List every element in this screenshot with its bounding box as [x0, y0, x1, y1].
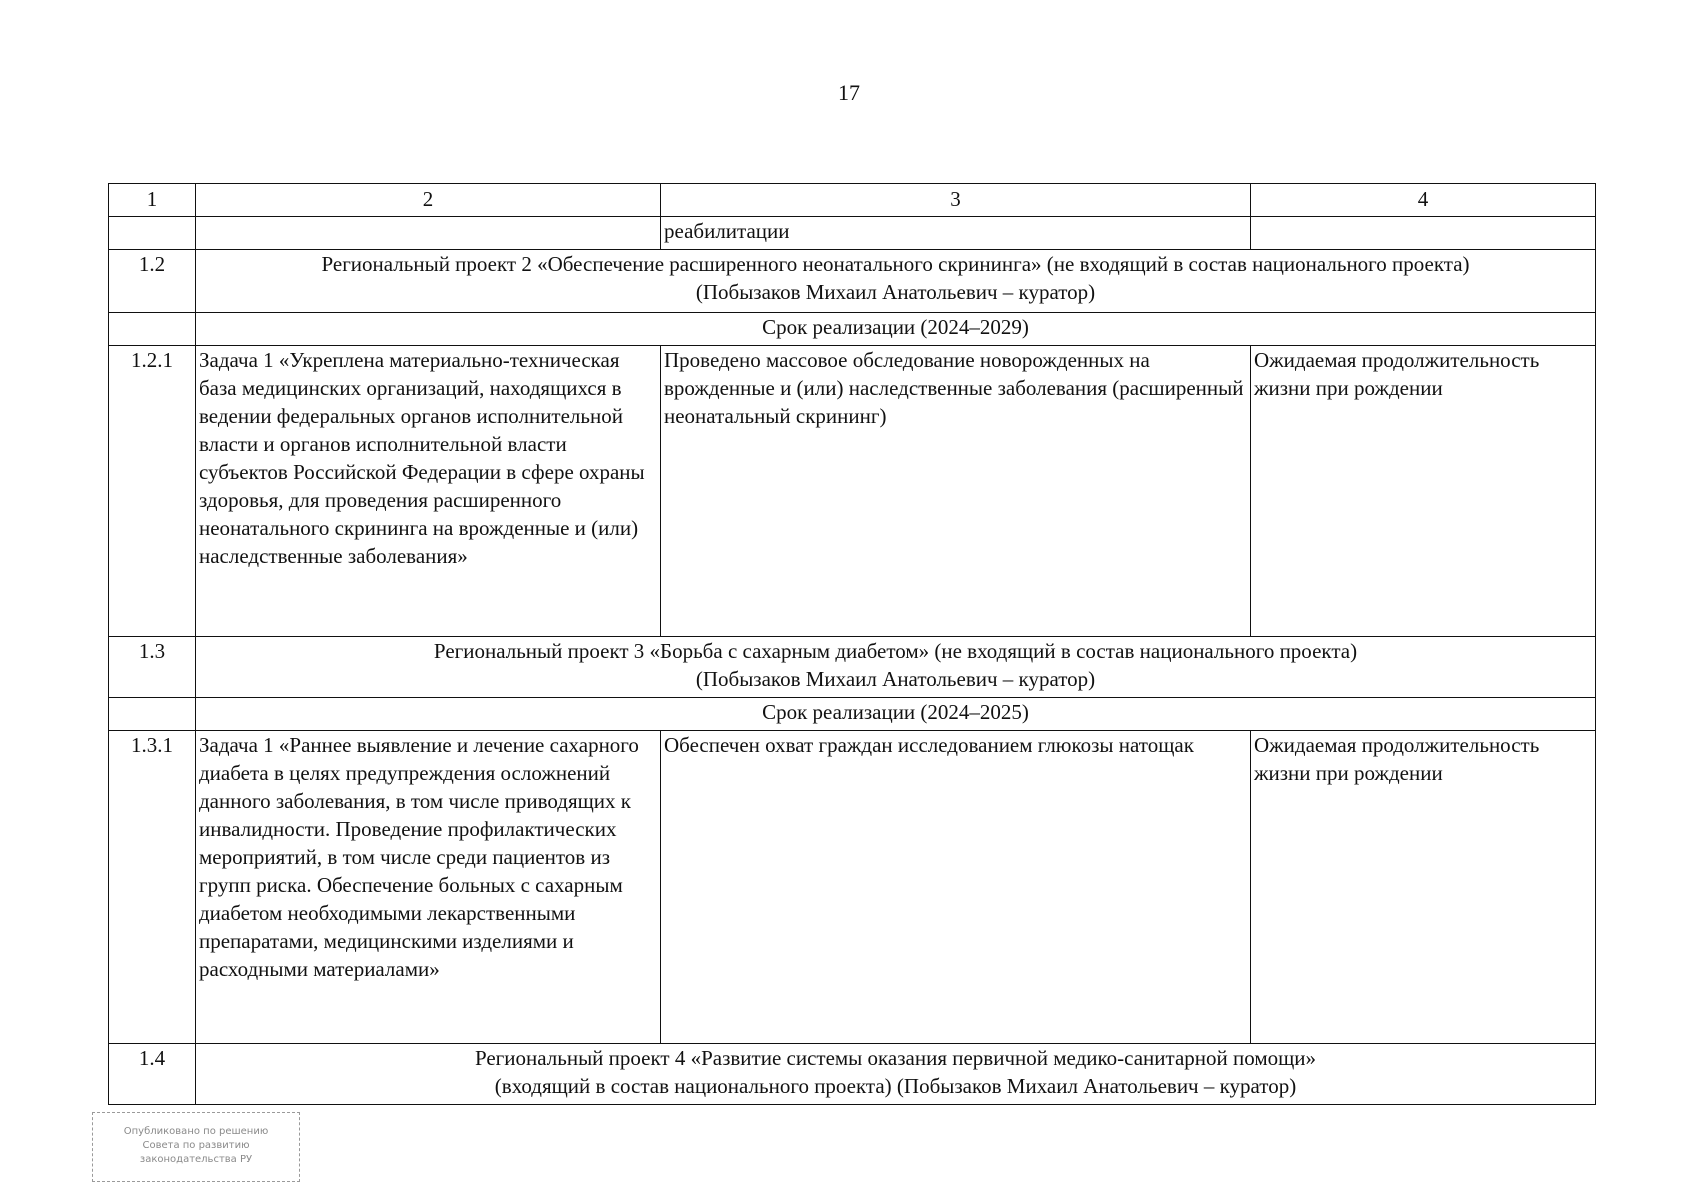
task-cell: Задача 1 «Раннее выявление и лечение сахарного диабета в целях предупреждения осложнений данного заболевания, в том числе приводящих к инвалидности. Проведение профилактических мероприятий, в том числе среди пациентов из групп риска. Обеспечение больных с сахарным диабетом необходимыми лекарственными препаратами, медицинскими изделиями и расходными материалами»	[196, 731, 661, 1044]
section-title-line-1: Региональный проект 2 «Обеспечение расширенного неонатального скрининга» (не входящий в состав национального проекта)	[321, 252, 1470, 276]
section-title	[196, 1044, 1596, 1105]
row-number: 1.2.1	[109, 346, 196, 637]
section-title-line-2: (Побызаков Михаил Анатольевич – куратор)	[695, 667, 1096, 691]
publication-stamp	[92, 1112, 300, 1182]
stamp-line-3: законодательства РУ	[139, 1154, 253, 1165]
section-title-line-1: Региональный проект 3 «Борьба с сахарным диабетом» (не входящий в состав национального проекта)	[433, 639, 1358, 663]
indicator-cell: Ожидаемая продолжительность жизни при рождении	[1251, 346, 1596, 637]
section-row-1-4	[109, 1044, 1596, 1105]
header-col-2: 2	[196, 184, 661, 217]
result-cell: Обеспечен охват граждан исследованием глюкозы натощак	[661, 731, 1251, 1044]
stamp-line-1: Опубликовано по решению	[123, 1126, 269, 1137]
table-row-1-2-1	[109, 346, 1596, 637]
term-text: Срок реализации (2024–2029)	[196, 313, 1596, 346]
section-title-line-2: (Побызаков Михаил Анатольевич – куратор)	[695, 280, 1096, 304]
header-col-3: 3	[661, 184, 1251, 217]
section-number: 1.2	[109, 250, 196, 313]
continuation-text: реабилитации	[661, 217, 1251, 250]
result-cell: Проведено массовое обследование новорожденных на врожденные и (или) наследственные заболевания (расширенный неонатальный скрининг)	[661, 346, 1251, 637]
term-text: Срок реализации (2024–2025)	[196, 698, 1596, 731]
page-number: 17	[838, 80, 860, 105]
empty-cell	[196, 217, 661, 250]
section-title-line-2: (входящий в состав национального проекта) (Побызаков Михаил Анатольевич – куратор)	[494, 1074, 1297, 1098]
section-row-1-3	[109, 637, 1596, 698]
empty-cell	[109, 313, 196, 346]
indicator-cell: Ожидаемая продолжительность жизни при рождении	[1251, 731, 1596, 1044]
header-col-4: 4	[1251, 184, 1596, 217]
stamp-line-2: Совета по развитию	[142, 1140, 250, 1151]
section-number: 1.4	[109, 1044, 196, 1105]
table-row	[109, 217, 1596, 250]
empty-cell	[1251, 217, 1596, 250]
table-row-1-3-1	[109, 731, 1596, 1044]
section-row-1-2	[109, 250, 1596, 313]
row-number: 1.3.1	[109, 731, 196, 1044]
section-number: 1.3	[109, 637, 196, 698]
term-row-1-3	[109, 698, 1596, 731]
section-title	[196, 250, 1596, 313]
header-col-1: 1	[109, 184, 196, 217]
empty-cell	[109, 698, 196, 731]
task-cell: Задача 1 «Укреплена материально-техническая база медицинских организаций, находящихся в ведении федеральных органов исполнительной власти и органов исполнительной власти субъектов Российской Федерации в сфере охраны здоровья, для проведения расширенного неонатального скрининга на врожденные и (или) наследственные заболевания»	[196, 346, 661, 637]
term-row-1-2	[109, 313, 1596, 346]
table-header-row	[109, 184, 1596, 217]
section-title-line-1: Региональный проект 4 «Развитие системы оказания первичной медико-санитарной помощи»	[474, 1046, 1317, 1070]
empty-cell	[109, 217, 196, 250]
section-title	[196, 637, 1596, 698]
program-table	[108, 183, 1596, 1105]
